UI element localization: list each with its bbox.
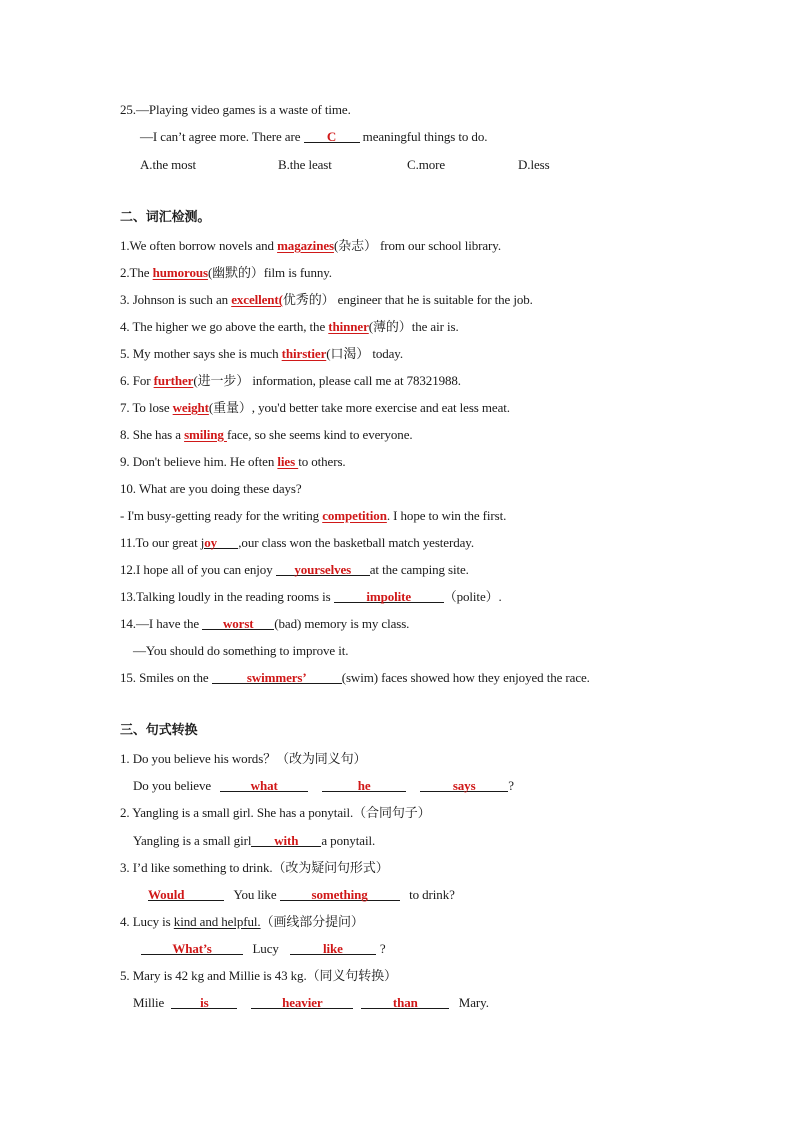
answer-blank[interactable]	[361, 994, 449, 1009]
vocab-item-14-reply: —You should do something to improve it.	[133, 643, 349, 658]
vocab-answer: smiling	[184, 427, 227, 442]
vocab-answer: magazines	[277, 238, 334, 253]
transform-3-question: 3. I’d like something to drink.（改为疑问句形式）	[120, 860, 389, 875]
vocab-answer: yourselves	[294, 562, 352, 577]
vocab-text: 13.Talking loudly in the reading rooms is	[120, 589, 334, 604]
q25-blank[interactable]	[304, 128, 360, 143]
vocab-item-8	[120, 426, 413, 444]
answer-blank[interactable]	[280, 886, 400, 901]
transform-text: Millie	[133, 995, 168, 1010]
q25-answer: C	[326, 129, 337, 144]
vocab-text: 8. She has a	[120, 427, 185, 442]
vocab-item-5	[120, 345, 403, 363]
vocab-text: . I hope to win the first.	[386, 508, 507, 523]
vocab-text: 6. For	[120, 373, 154, 388]
vocab-text: 14.—I have the	[120, 616, 203, 631]
q25-reply-end: meaningful things to do.	[359, 129, 488, 144]
transform-text: Do you believe	[133, 778, 215, 793]
q25-question: 25.—Playing video games is a waste of time.	[120, 102, 351, 117]
answer-blank[interactable]	[290, 940, 376, 955]
vocab-answer: lies	[277, 454, 299, 469]
option-a[interactable]: A.the most	[140, 157, 197, 172]
vocab-text: (bad) memory is my class.	[274, 616, 410, 631]
answer-blank[interactable]	[420, 777, 508, 792]
vocab-text: (swim) faces showed how they enjoyed the race.	[341, 670, 590, 685]
transform-answer: he	[357, 778, 371, 793]
transform-answer: is	[200, 995, 209, 1010]
vocab-answer: thinner	[328, 319, 369, 334]
vocab-text: （polite）.	[443, 589, 502, 604]
answer-blank[interactable]	[251, 994, 353, 1009]
vocab-answer: excellent(	[231, 292, 283, 307]
vocab-item-10	[120, 480, 302, 498]
vocab-item-13	[120, 588, 502, 606]
answer-blank[interactable]	[171, 994, 237, 1009]
q25-reply	[140, 128, 487, 146]
transform-text: to drink?	[409, 887, 455, 902]
vocab-text: 15. Smiles on the	[120, 670, 212, 685]
transform-text: Mary.	[458, 995, 489, 1010]
vocab-text: 3. Johnson is such an	[120, 292, 232, 307]
transform-answer: says	[452, 778, 476, 793]
transform-text: （画线部分提问）	[260, 914, 364, 929]
vocab-text: (杂志） from our school library.	[333, 238, 501, 253]
vocab-answer: weight	[172, 400, 209, 415]
vocab-item-1	[120, 237, 501, 255]
vocab-text: at the camping site.	[369, 562, 469, 577]
transform-text: a ponytail.	[321, 833, 376, 848]
vocab-item-11	[120, 534, 474, 552]
option-c[interactable]: C.more	[407, 157, 446, 172]
vocab-text: (口渴） today.	[326, 346, 404, 361]
answer-blank[interactable]	[251, 832, 321, 847]
transform-text: 4. Lucy is	[120, 914, 174, 929]
vocab-text: 12.I hope all of you can enjoy	[120, 562, 276, 577]
vocab-text: (进一步） information, please call me at 78321988.	[193, 373, 461, 388]
transform-answer: what	[250, 778, 278, 793]
vocab-answer: worst	[222, 616, 254, 631]
answer-blank[interactable]	[276, 561, 370, 576]
transform-text: ?	[379, 941, 386, 956]
transform-answer: Would	[148, 887, 185, 902]
transform-5-question: 5. Mary is 42 kg and Millie is 43 kg.（同义句转换）	[120, 968, 397, 983]
section-2-title: 二、词汇检测。	[120, 210, 211, 225]
vocab-text: 1.We often borrow novels and	[120, 238, 278, 253]
transform-text: You like	[233, 887, 280, 902]
option-b[interactable]: B.the least	[278, 157, 332, 172]
vocab-item-15	[120, 669, 590, 687]
vocab-text: to others.	[298, 454, 346, 469]
vocab-text: 5. My mother says she is much	[120, 346, 282, 361]
vocab-answer: competition	[322, 508, 387, 523]
vocab-text: (薄的）the air is.	[368, 319, 459, 334]
vocab-text: ,our class won the basketball match yesterday.	[238, 535, 474, 550]
answer-blank[interactable]	[334, 588, 444, 603]
section-3-title: 三、句式转换	[120, 723, 198, 738]
vocab-text: 7. To lose	[120, 400, 173, 415]
answer-blank[interactable]	[202, 615, 274, 630]
vocab-text: - I'm busy-getting ready for the writing	[120, 508, 323, 523]
transform-5-answer	[133, 994, 489, 1012]
q25-reply-text: —I can’t agree more. There are	[140, 129, 304, 144]
answer-blank[interactable]	[220, 777, 308, 792]
vocab-text: (重量）, you'd better take more exercise and eat less meat.	[208, 400, 510, 415]
vocab-answer: swimmers’	[246, 670, 307, 685]
transform-1-answer	[133, 777, 514, 795]
answer-blank[interactable]	[148, 886, 224, 901]
vocab-item-4	[120, 318, 459, 336]
vocab-text: 4. The higher we go above the earth, the	[120, 319, 329, 334]
transform-4-question	[120, 913, 364, 931]
transform-answer: like	[323, 941, 343, 956]
transform-answer: something	[311, 887, 368, 902]
transform-answer: What’s	[172, 941, 212, 956]
vocab-text: 10. What are you doing these days?	[120, 481, 302, 496]
vocab-item-10-reply	[120, 507, 506, 525]
transform-1-question: 1. Do you believe his words？（改为同义句）	[120, 751, 367, 766]
transform-2-answer	[133, 832, 375, 850]
vocab-answer: impolite	[366, 589, 412, 604]
option-d[interactable]: D.less	[518, 157, 550, 172]
underlined-phrase: kind and helpful.	[173, 914, 261, 929]
vocab-answer: humorous	[152, 265, 208, 280]
vocab-item-2	[120, 264, 332, 282]
vocab-item-9	[120, 453, 346, 471]
vocab-item-3	[120, 291, 533, 309]
transform-text: ?	[508, 778, 514, 793]
vocab-text: face, so she seems kind to everyone.	[226, 427, 413, 442]
transform-text: Lucy	[252, 941, 282, 956]
transform-answer: heavier	[282, 995, 323, 1010]
transform-text: Yangling is a small girl	[133, 833, 252, 848]
vocab-answer: thirstier	[281, 346, 327, 361]
vocab-text: 9. Don't believe him. He often	[120, 454, 278, 469]
transform-4-answer	[141, 940, 386, 958]
transform-answer: with	[274, 833, 299, 848]
transform-2-question: 2. Yangling is a small girl. She has a ponytail.（合同句子）	[120, 805, 431, 820]
transform-3-answer	[148, 886, 455, 904]
answer-blank[interactable]	[212, 669, 342, 684]
vocab-item-14	[120, 615, 409, 633]
q25-options	[140, 156, 550, 174]
vocab-item-6	[120, 372, 461, 390]
vocab-item-12	[120, 561, 469, 579]
vocab-answer: oy	[204, 535, 218, 550]
answer-blank[interactable]	[141, 940, 243, 955]
vocab-text: (幽默的）film is funny.	[207, 265, 332, 280]
transform-answer: than	[392, 995, 418, 1010]
vocab-item-7	[120, 399, 510, 417]
vocab-text: 2.The	[120, 265, 153, 280]
answer-blank[interactable]	[322, 777, 406, 792]
vocab-text: 11.To our great j	[120, 535, 205, 550]
vocab-answer: further	[153, 373, 194, 388]
answer-blank[interactable]	[204, 534, 238, 549]
vocab-text: 优秀的） engineer that he is suitable for the job.	[282, 292, 533, 307]
